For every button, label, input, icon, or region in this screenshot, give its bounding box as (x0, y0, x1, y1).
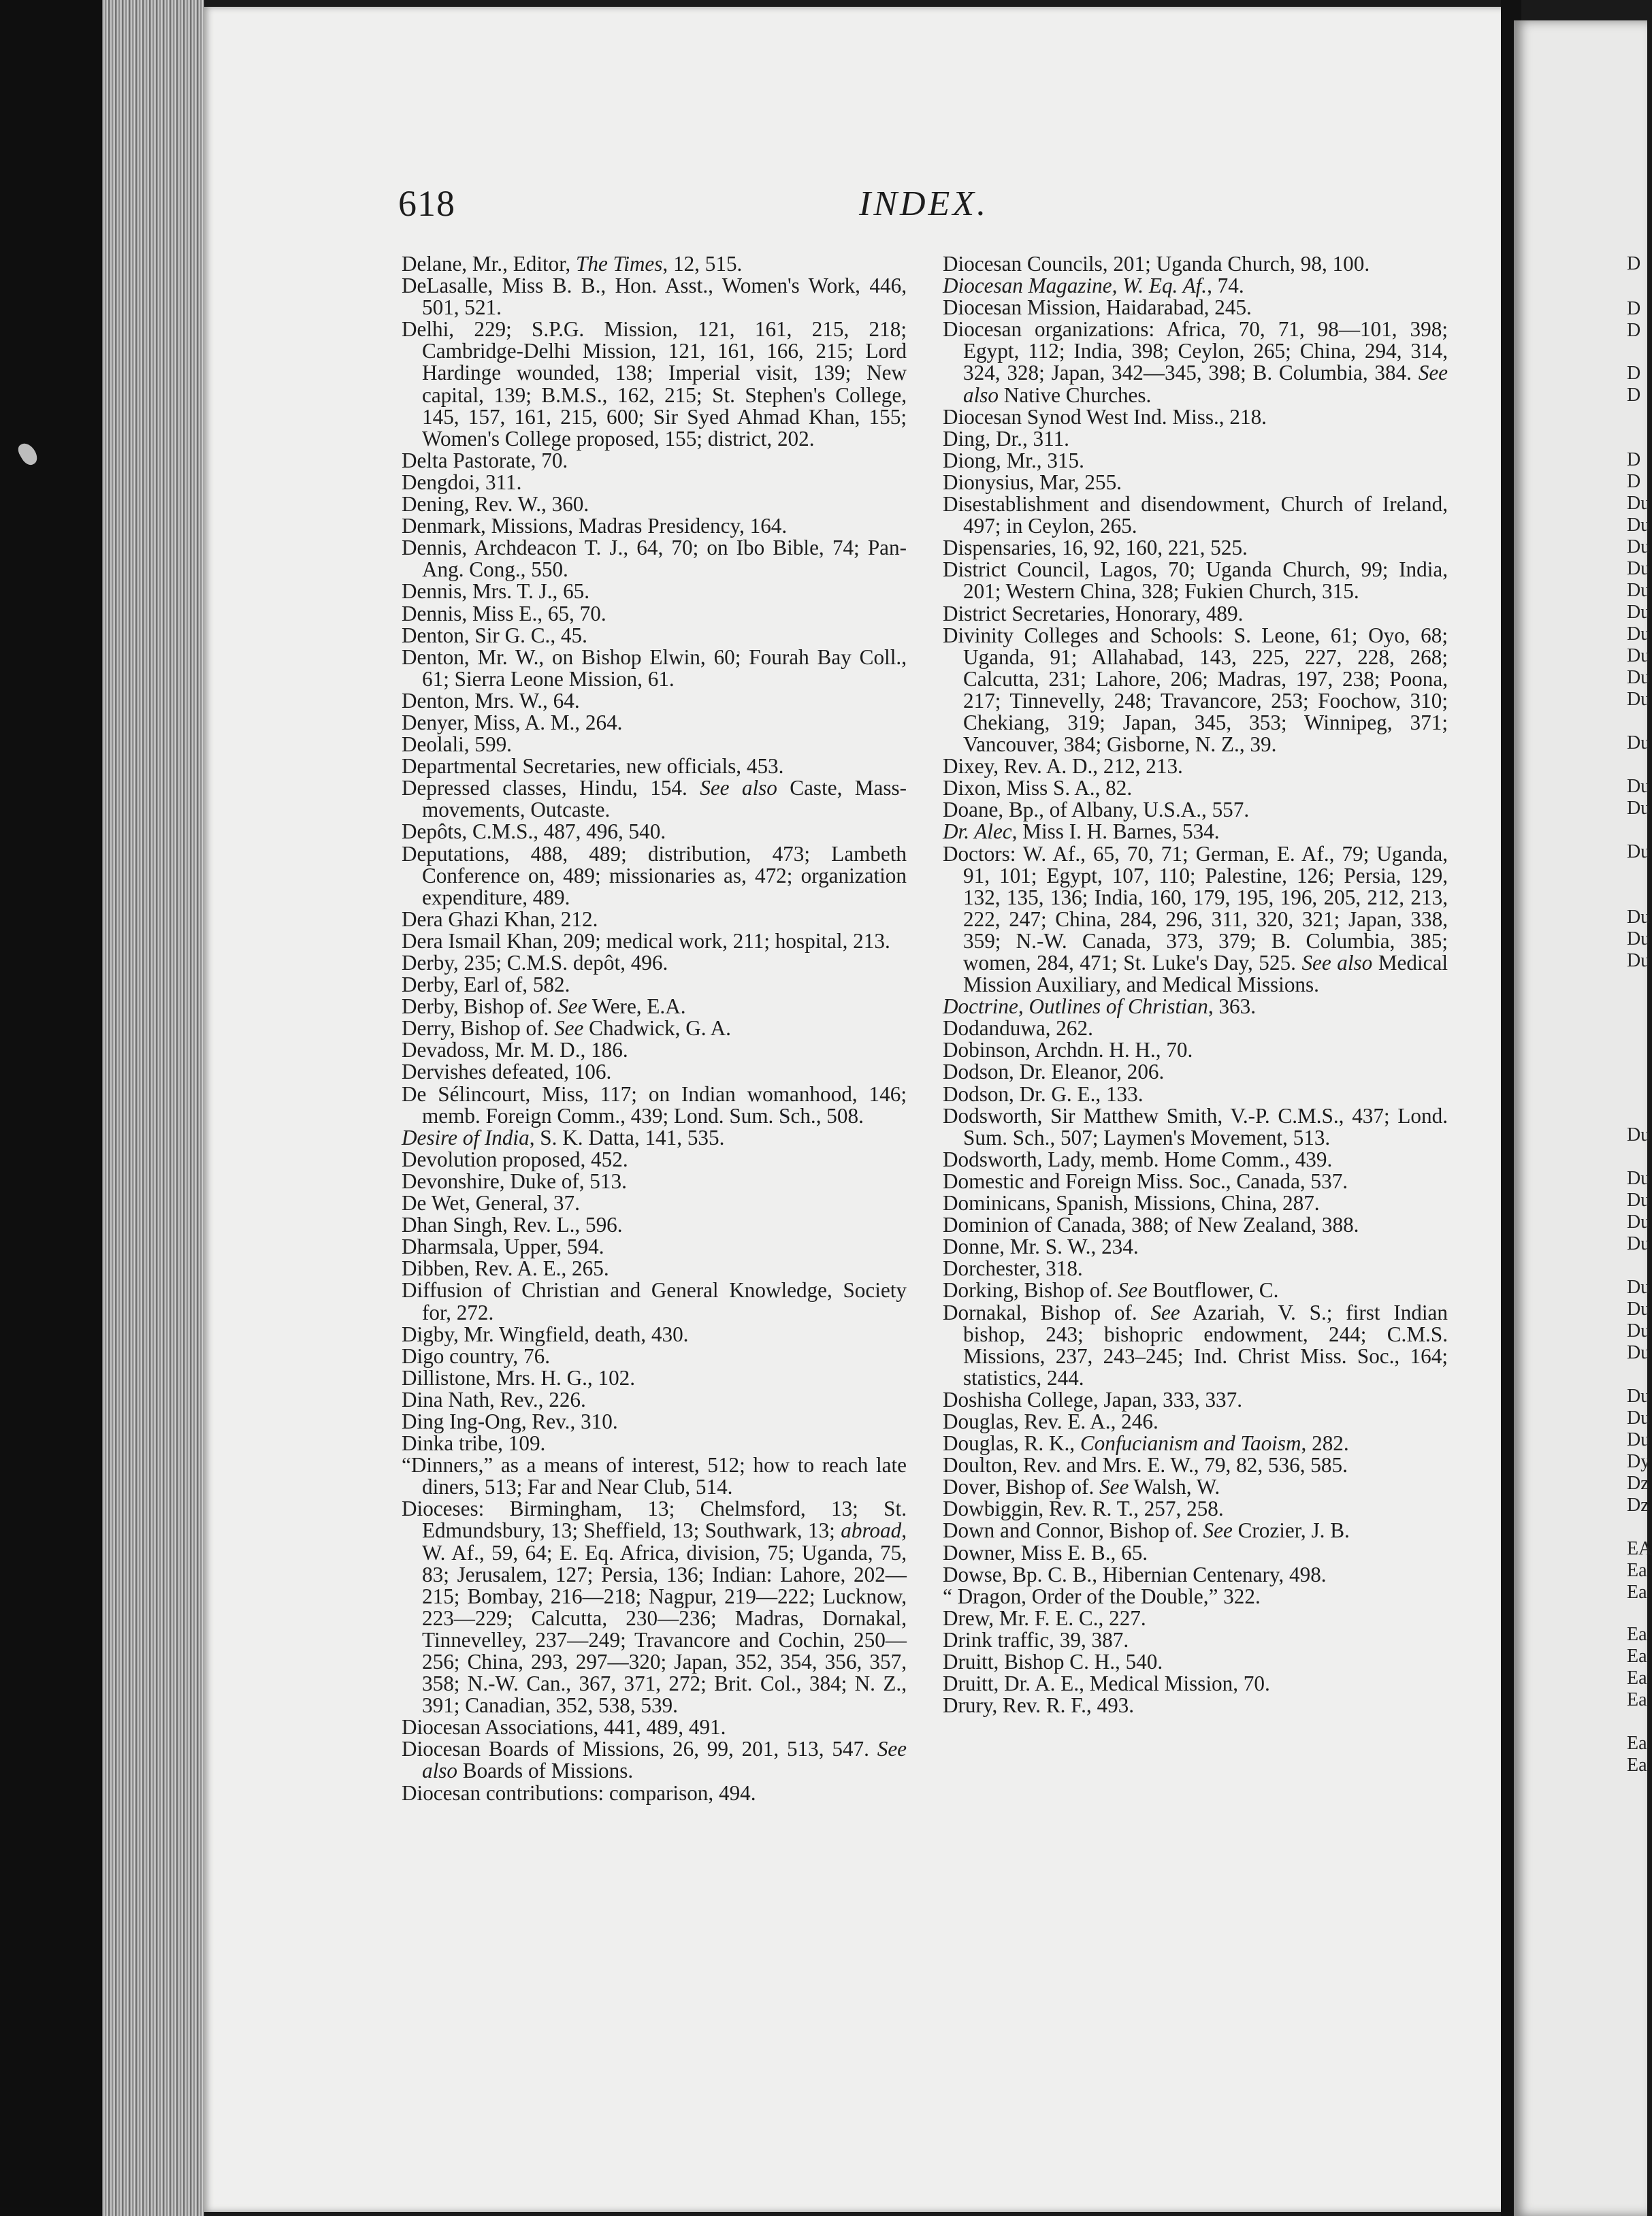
italic-text: See also (422, 1737, 907, 1783)
index-entry: Delhi, 229; S.P.G. Mission, 121, 161, 215, 218; Cambridge-Delhi Mission, 121, 161, 166, 215; Lord Hardinge wounded, 138; Imperial visit, 139; New capital, 139; B.M.S., 162, 215; St. Stephen's College, 145, 157, 161, 215, 600; Sir Syed Ahmad Khan, 155; Women's College proposed, 155; district, 202. (402, 317, 907, 451)
index-entry: Douglas, Rev. E. A., 246. (943, 1409, 1159, 1433)
index-entry: “Dinners,” as a means of interest, 512; how to reach late diners, 513; Far and Near Club, 514. (402, 1453, 907, 1499)
index-entry: De Wet, General, 37. (402, 1191, 580, 1216)
index-entry: Doshisha College, Japan, 333, 337. (943, 1387, 1243, 1412)
index-entry: Derby, Bishop of. See Were, E.A. (402, 994, 686, 1019)
italic-text: See (1099, 1475, 1129, 1499)
adjacent-page-fragment: Ea (1627, 1733, 1647, 1754)
index-entry: Dover, Bishop of. See Walsh, W. (943, 1475, 1220, 1499)
adjacent-page-fragment: Du (1627, 776, 1651, 797)
italic-text: See (1118, 1278, 1148, 1303)
index-entry: Doulton, Rev. and Mrs. E. W., 79, 82, 536, 585. (943, 1453, 1348, 1478)
index-entry: Dionysius, Mar, 255. (943, 470, 1122, 494)
index-entry: Dera Ghazi Khan, 212. (402, 907, 598, 931)
adjacent-page-fragment: Du (1627, 928, 1651, 949)
index-entry: Dennis, Archdeacon T. J., 64, 70; on Ibo Bible, 74; Pan-Ang. Cong., 550. (402, 536, 907, 582)
adjacent-page-fragment: Du (1627, 1429, 1651, 1450)
index-entry: Dennis, Miss E., 65, 70. (402, 601, 606, 625)
adjacent-page-fragment: Du (1627, 1320, 1651, 1341)
index-entry: Dinka tribe, 109. (402, 1431, 546, 1456)
index-entry: Dodsworth, Lady, memb. Home Comm., 439. (943, 1147, 1333, 1171)
index-entry: Depressed classes, Hindu, 154. See also Caste, Mass-movements, Outcaste. (402, 776, 907, 822)
index-entry: Dr. Alec, Miss I. H. Barnes, 534. (943, 819, 1220, 844)
italic-text: Diocesan Magazine, W. Eq. Af. (943, 274, 1208, 298)
italic-text: Confucianism and Taoism (1080, 1431, 1301, 1456)
adjacent-page-fragment: Du (1627, 667, 1651, 688)
adjacent-page-fragment: D (1627, 363, 1641, 384)
index-entry: Dodson, Dr. G. E., 133. (943, 1081, 1144, 1106)
index-entry: Dornakal, Bishop of. See Azariah, V. S.; first Indian bishop, 243; bishopric endowment, 244; C.M.S. Missions, 237, 243–245; Ind. Christ Miss. Soc., 164; statistics, 244. (943, 1300, 1448, 1390)
index-entry: Derby, Earl of, 582. (402, 973, 570, 997)
index-column-left (402, 253, 907, 1804)
index-entry: Diocesan Mission, Haidarabad, 245. (943, 295, 1252, 320)
adjacent-page-fragment: Dz (1627, 1473, 1649, 1494)
index-entry: Dodsworth, Sir Matthew Smith, V.-P. C.M.S., 437; Lond. Sum. Sch., 507; Laymen's Movement, 513. (943, 1103, 1448, 1150)
index-entry: Diocesan Councils, 201; Uganda Church, 98, 100. (943, 252, 1370, 276)
index-entry: Dodson, Dr. Eleanor, 206. (943, 1060, 1165, 1084)
index-entry: Denton, Mr. W., on Bishop Elwin, 60; Fourah Bay Coll., 61; Sierra Leone Mission, 61. (402, 645, 907, 691)
index-entry: Dowbiggin, Rev. R. T., 257, 258. (943, 1497, 1224, 1521)
index-entry: Dervishes defeated, 106. (402, 1060, 612, 1084)
index-entry: Dorking, Bishop of. See Boutflower, C. (943, 1278, 1279, 1303)
adjacent-page-fragment: Du (1627, 798, 1651, 819)
index-entry: Denyer, Miss, A. M., 264. (402, 710, 623, 734)
index-entry: Doane, Bp., of Albany, U.S.A., 557. (943, 798, 1250, 822)
index-entry: Dhan Singh, Rev. L., 596. (402, 1213, 623, 1237)
adjacent-page-fragment: D (1627, 320, 1641, 341)
adjacent-page-fragment: Du (1627, 1277, 1651, 1298)
adjacent-page-fragment: D (1627, 449, 1641, 470)
index-entry: Digby, Mr. Wingfield, death, 430. (402, 1322, 689, 1346)
adjacent-page-fragment: Du (1627, 580, 1651, 601)
index-entry: Disestablishment and disendowment, Church of Ireland, 497; in Ceylon, 265. (943, 492, 1448, 538)
adjacent-page-fragment: Ea (1627, 1667, 1647, 1689)
adjacent-page-fragment: Ea (1627, 1560, 1647, 1581)
index-entry: Diong, Mr., 315. (943, 448, 1084, 472)
adjacent-page-fragment: Du (1627, 1211, 1651, 1233)
index-entry: Devonshire, Duke of, 513. (402, 1169, 627, 1193)
adjacent-page-fragment: Du (1627, 907, 1651, 928)
index-entry: Derry, Bishop of. See Chadwick, G. A. (402, 1016, 731, 1041)
italic-text: See (1150, 1300, 1180, 1324)
adjacent-page-fragment: Du (1627, 1190, 1651, 1211)
index-column-right (943, 253, 1448, 1716)
index-entry: Delta Pastorate, 70. (402, 448, 568, 472)
index-entry: Dispensaries, 16, 92, 160, 221, 525. (943, 536, 1248, 560)
index-entry: Denton, Mrs. W., 64. (402, 688, 580, 713)
adjacent-page-fragment: D (1627, 385, 1641, 406)
italic-text: abroad (841, 1518, 902, 1543)
italic-text: The Times (576, 252, 663, 276)
index-entry: Deolali, 599. (402, 732, 512, 757)
running-head: INDEX. (859, 184, 989, 223)
adjacent-page-fragment: Dz (1627, 1495, 1649, 1516)
index-entry: Drury, Rev. R. F., 493. (943, 1693, 1135, 1718)
adjacent-page-fragment: EA (1627, 1538, 1652, 1559)
index-entry: Denton, Sir G. C., 45. (402, 623, 587, 647)
index-entry: Dennis, Mrs. T. J., 65. (402, 579, 590, 604)
page-number: 618 (398, 183, 455, 224)
adjacent-page-fragment: Du (1627, 493, 1651, 514)
index-entry: Dominion of Canada, 388; of New Zealand, 388. (943, 1213, 1359, 1237)
index-entry: Departmental Secretaries, new officials, 453. (402, 754, 784, 779)
adjacent-page-fragment: Ea (1627, 1689, 1647, 1710)
index-entry: Dowse, Bp. C. B., Hibernian Centenary, 498. (943, 1562, 1327, 1586)
index-entry: Ding, Dr., 311. (943, 426, 1069, 451)
index-entry: Diocesan Magazine, W. Eq. Af., 74. (943, 274, 1244, 298)
index-entry: District Council, Lagos, 70; Uganda Church, 99; India, 201; Western China, 328; Fukien Church, 315. (943, 557, 1448, 604)
adjacent-page-fragment: Du (1627, 1407, 1651, 1429)
index-entry: Dodanduwa, 262. (943, 1016, 1093, 1041)
adjacent-page-fragment: Du (1627, 1124, 1651, 1145)
adjacent-page-fragment: D (1627, 471, 1641, 492)
index-entry: Dixey, Rev. A. D., 212, 213. (943, 754, 1183, 779)
index-entry: Dera Ismail Khan, 209; medical work, 211; hospital, 213. (402, 928, 890, 953)
index-entry: Dixon, Miss S. A., 82. (943, 776, 1133, 800)
index-entry: Denmark, Missions, Madras Presidency, 164. (402, 514, 788, 538)
italic-text: See also (1301, 951, 1373, 975)
index-entry: Divinity Colleges and Schools: S. Leone, 61; Oyo, 68; Uganda, 91; Allahabad, 143, 225, 227, 228, 268; Calcutta, 231; Lahore, 206; Madras, 197, 238; Poona, 217; Tinnevelly, 248; Travancore, 253; Foochow, 310; Chekiang, 319; Japan, 345, 353; Winnipeg, 371; Vancouver, 384; Gisborne, N. Z., 39. (943, 623, 1448, 757)
adjacent-page-fragment: Du (1627, 841, 1651, 862)
adjacent-page-fragment: Du (1627, 1342, 1651, 1363)
adjacent-page-fragment: Du (1627, 558, 1651, 579)
index-entry: Dening, Rev. W., 360. (402, 492, 589, 517)
index-entry: Douglas, R. K., Confucianism and Taoism, 282. (943, 1431, 1349, 1456)
index-entry: Diocesan contributions: comparison, 494. (402, 1780, 756, 1805)
index-entry: Doctrine, Outlines of Christian, 363. (943, 994, 1257, 1019)
adjacent-page-fragment: D (1627, 253, 1641, 274)
index-entry: Druitt, Dr. A. E., Medical Mission, 70. (943, 1672, 1270, 1696)
italic-text: Dr. Alec (943, 819, 1012, 844)
index-entry: Dengdoi, 311. (402, 470, 522, 494)
italic-text: See (554, 1016, 584, 1041)
adjacent-page-fragment: Ea (1627, 1646, 1647, 1667)
index-entry: Dominicans, Spanish, Missions, China, 287. (943, 1191, 1320, 1216)
index-entry: Diffusion of Christian and General Knowledge, Society for, 272. (402, 1278, 907, 1324)
adjacent-page-fragment: Du (1627, 950, 1651, 971)
italic-text: Doctrine, Outlines of Christian (943, 994, 1208, 1019)
index-entry: District Secretaries, Honorary, 489. (943, 601, 1244, 625)
index-entry: Downer, Miss E. B., 65. (943, 1540, 1148, 1565)
index-entry: Dobinson, Archdn. H. H., 70. (943, 1038, 1193, 1062)
adjacent-page-fragment: Du (1627, 1233, 1651, 1254)
adjacent-page-fragment: Du (1627, 1168, 1651, 1189)
index-entry: Diocesan organizations: Africa, 70, 71, 98—101, 398; Egypt, 112; India, 398; Ceylon, 265; China, 294, 314, 324, 328; Japan, 342—345, 398; B. Columbia, 384. See also Native Churches. (943, 317, 1448, 407)
index-entry: Dibben, Rev. A. E., 265. (402, 1256, 609, 1281)
index-entry: Devadoss, Mr. M. D., 186. (402, 1038, 628, 1062)
index-entry: Dharmsala, Upper, 594. (402, 1235, 604, 1259)
adjacent-page-fragment: Du (1627, 689, 1651, 710)
adjacent-page-fragment: Du (1627, 1386, 1651, 1407)
italic-text: Desire of India (402, 1125, 530, 1150)
adjacent-page-fragment: Du (1627, 1299, 1651, 1320)
italic-text: See (557, 994, 587, 1019)
adjacent-page-fragment: D (1627, 298, 1641, 319)
adjacent-page-fragment: Du (1627, 602, 1651, 623)
index-entry: Deputations, 488, 489; distribution, 473; Lambeth Conference on, 489; missionaries as, 472; organization expenditure, 489. (402, 841, 907, 909)
adjacent-page-fragment: Du (1627, 515, 1651, 536)
adjacent-page-fragment: Dy (1627, 1451, 1651, 1472)
index-entry: Donne, Mr. S. W., 234. (943, 1235, 1139, 1259)
italic-text: See also (700, 776, 777, 800)
page-edges (102, 0, 204, 2216)
index-entry: Desire of India, S. K. Datta, 141, 535. (402, 1125, 725, 1150)
index-entry: Diocesan Boards of Missions, 26, 99, 201, 513, 547. See also Boards of Missions. (402, 1737, 907, 1783)
adjacent-page-fragment: Du (1627, 732, 1651, 753)
index-entry: Derby, 235; C.M.S. depôt, 496. (402, 951, 668, 975)
adjacent-page-fragment: Ea (1627, 1624, 1647, 1645)
index-entry: Drew, Mr. F. E. C., 227. (943, 1606, 1146, 1630)
adjacent-page-fragment: Du (1627, 623, 1651, 645)
index-entry: Delane, Mr., Editor, The Times, 12, 515. (402, 252, 743, 276)
index-entry: Digo country, 76. (402, 1343, 550, 1368)
index-entry: De Sélincourt, Miss, 117; on Indian womanhood, 146; memb. Foreign Comm., 439; Lond. Sum. Sch., 508. (402, 1081, 907, 1128)
index-entry: Dina Nath, Rev., 226. (402, 1387, 586, 1412)
adjacent-page-fragment: Du (1627, 536, 1651, 557)
adjacent-page-fragment: Ea (1627, 1582, 1647, 1603)
index-entry: Drink traffic, 39, 387. (943, 1627, 1129, 1652)
index-entry: Dioceses: Birmingham, 13; Chelmsford, 13; St. Edmundsbury, 13; Sheffield, 13; Southwark, 13; abroad, W. Af., 59, 64; E. Eq. Africa, division, 75; Uganda, 75, 83; Jerusalem, 127; Persia, 136; Indian: Lahore, 202—215; Bombay, 216—218; Nagpur, 219—222; Lucknow, 223—229; Calcutta, 230—236; Madras, Dornakal, Tinnevelley, 237—249; Travancore and Cochin, 250—256; China, 293, 297—320; Japan, 352, 354, 356, 357, 358; N.-W. Can., 367, 371, 272; Brit. Col., 384; N. Z., 391; Canadian, 352, 538, 539. (402, 1497, 907, 1718)
italic-text: See also (963, 361, 1448, 407)
index-entry: Domestic and Foreign Miss. Soc., Canada, 537. (943, 1169, 1348, 1193)
index-entry: Depôts, C.M.S., 487, 496, 540. (402, 819, 666, 844)
index-entry: Devolution proposed, 452. (402, 1147, 628, 1171)
adjacent-page-fragment: Du (1627, 645, 1651, 666)
index-entry: Dorchester, 318. (943, 1256, 1083, 1281)
index-entry: Diocesan Associations, 441, 489, 491. (402, 1715, 726, 1740)
index-entry: “ Dragon, Order of the Double,” 322. (943, 1584, 1261, 1608)
index-entry: Doctors: W. Af., 65, 70, 71; German, E. Af., 79; Uganda, 91, 101; Egypt, 107, 110; Palestine, 126; Persia, 129, 132, 135, 136; India, 160, 179, 195, 196, 205, 212, 213, 222, 247; China, 284, 296, 311, 320, 321; Japan, 338, 359; N.-W. Canada, 373, 379; B. Columbia, 385; women, 284, 471; St. Luke's Day, 525. See also Medical Mission Auxiliary, and Medical Missions. (943, 841, 1448, 997)
index-entry: Dillistone, Mrs. H. G., 102. (402, 1365, 636, 1390)
index-entry: Ding Ing-Ong, Rev., 310. (402, 1409, 618, 1433)
index-entry: Druitt, Bishop C. H., 540. (943, 1650, 1163, 1674)
adjacent-page-fragment: Ea (1627, 1755, 1647, 1776)
italic-text: See (1203, 1518, 1233, 1543)
adjacent-page (1514, 20, 1647, 2216)
index-entry: DeLasalle, Miss B. B., Hon. Asst., Women's Work, 446, 501, 521. (402, 274, 907, 320)
index-entry: Diocesan Synod West Ind. Miss., 218. (943, 404, 1267, 429)
index-entry: Down and Connor, Bishop of. See Crozier, J. B. (943, 1518, 1350, 1543)
